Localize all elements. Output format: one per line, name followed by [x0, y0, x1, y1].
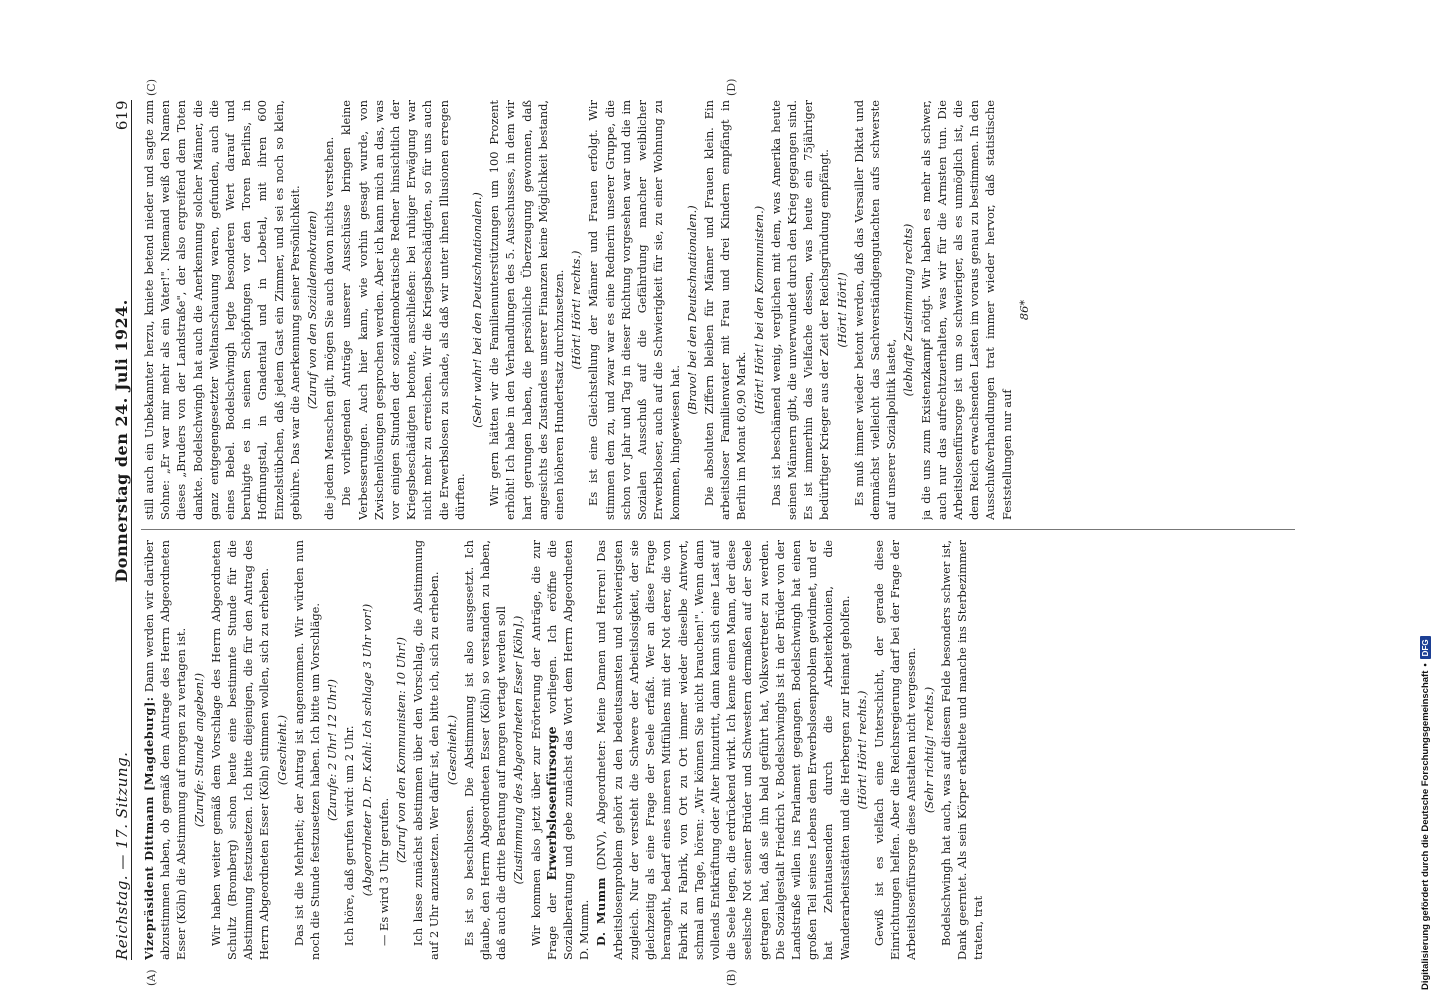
column-divider — [141, 529, 1295, 530]
margin-mark-d: (D) — [725, 78, 738, 96]
paragraph: still auch ein Unbekannter herzu, kniete betend nieder und sagte zum Sohne: „Er war mir mehr als ein Vater!". Niemand weiß den Namen dieses „Bruders von der Landstraße", der also ergreifend dem Toten dankte. Bodelschwingh hat auch die Anerkennung solcher Männer, die ganz entgegengesetzter Weltanschauung waren, gefunden, auch die eines Bebel. Bodelschwingh legte besonderen Wert darauf und beruhigte es in seinen Schöpfungen vor den Toren Berlins, in Hoffnungstal, in Gnadental und in Lobetal, mit ihren 600 Einzelstübchen, daß jedem Gast ein Zimmer, und sei es noch so klein, gebühre. Das war die Anerkennung seiner Persönlichkeit. — [142, 100, 302, 520]
interjection: (Abgeordneter D. Dr. Kahl: Ich schlage 3 Uhr vor!) — [359, 603, 374, 897]
margin-mark-c: (C) — [145, 79, 158, 96]
paragraph: Das ist beschämend wenig, verglichen mit dem, was Amerika heute seinen Männern gibt, die unverwundet durch den Krieg gegangen sind. Es ist immerhin das Vielfache dessen, was heute ein 75jähriger bedürftiger Krieger aus der Zeit der Reichsgründung empfängt. — [768, 100, 832, 520]
paragraph: die jedem Menschen gilt, mögen Sie auch davon nichts verstehen. — [322, 136, 337, 520]
paragraph-text: (DNV), Abgeordneter: Meine Damen und Herren! Das Arbeitslosenproblem gehört zu den bedeutsamsten und schwierigsten zugleich. Nur der versteht die Schwere der Arbeitslosigkeit, der sie gleichzeitig als eine Frage der Seele erfaßt. Wer an diese Frage herangeht, bedarf eines inneren Mitfühlens mit der Not derer, die von Fabrik zu Fabrik, von Ort zu Ort immer wieder dieselbe Antwort, schmal am Tage, hören: „Wir können Sie nicht brauchen!". Wenn dann vollends Entkräftung oder Alter hinzutritt, dann kann sich eine Last auf die Seele legen, die erdrückend wirkt. Ich kenne einen Mann, der diese seelische Not seiner Brüder und Schwestern dermaßen auf der Seele getragen hat, daß sie ihn bald geführt hat, Volksvertreter zu werden. Die Sozialgestalt Friedrich v. Bodelschwinghs ist in der Brüder von der Landstraße willen ins Parlament gegangen. Bodelschwingh hat einen großen Teil seines Lebens dem Erwerbslosenproblem gewidmet, und er hat Zehntausenden durch die Arbeiterkolonien, die Wanderarbeitsstätten und die Herbergen zur Heimat geholfen. — [594, 540, 852, 960]
paragraph — [141, 540, 190, 960]
paragraph: Bodelschwingh hat auch, was auf diesem Felde besonders schwer ist, Dank geerntet. Als sein Körper erkaltete und manche ins Sterbezimmer traten, trat — [938, 540, 986, 960]
topic-heading: Erwerbslosenfürsorge — [543, 726, 559, 881]
paragraph-text: vorliegen. Ich eröffne die Sozialberatung und gebe zunächst das Wort dem Herrn Abgeordneten D. Mumm. — [544, 540, 592, 960]
credit-text: Digitalisierung gefördert durch die Deutsche Forschungsgemeinschaft — [1420, 670, 1431, 990]
interjection: (lebhafte Zustimmung rechts) — [901, 223, 916, 397]
interjection: (Zustimmung des Abgeordneten Esser [Köln].) — [511, 615, 526, 885]
credit-separator: • — [1420, 663, 1431, 667]
interjection: (Zurufe: 2 Uhr! 12 Uhr!) — [325, 679, 340, 821]
running-head-date: Donnerstag den 24. Juli 1924. — [112, 299, 131, 583]
interjection: (Geschieht.) — [444, 714, 459, 786]
interjection: (Hört! Hört! rechts.) — [569, 250, 584, 370]
right-column — [141, 100, 1295, 520]
paragraph: — Es wird 3 Uhr gerufen. — [376, 797, 391, 946]
interjection: (Hört! Hört! bei den Kommunisten.) — [751, 205, 766, 415]
rotated-document-page — [105, 78, 1295, 986]
paragraph: Es ist so beschlossen. Die Abstimmung ist also ausgesetzt. Ich glaube, den Herrn Abgeordneten Esser (Köln) so verstanden zu haben, daß auch die dritte Beratung auf morgen vertagt werden soll — [461, 540, 509, 960]
paragraph: Es ist eine Gleichstellung der Männer und Frauen erfolgt. Wir stimmen dem zu, und zwar war es eine Rednerin unserer Gruppe, die schon vor Jahr und Tag in dieser Richtung vorgesehen war und die im Sozialen Ausschuß auf die Gefährdung mancher weiblicher Erwerbsloser, auch auf die Schwierigkeit für sie, zu einer Wohnung zu kommen, hingewiesen hat. — [586, 100, 682, 520]
paragraph: Das ist die Mehrheit; der Antrag ist angenommen. Wir würden nun noch die Stunde festzusetzen haben. Ich bitte um Vorschläge. — [291, 540, 323, 960]
left-column — [141, 540, 1295, 960]
paragraph-text: Wir kommen also jetzt über zur Erörterung der Anträge, die zur Frage der — [528, 540, 559, 960]
paragraph: ja die uns zum Existenzkampf nötigt. Wir haben es mehr als schwer, auch nur das aufrechtzuerhalten, was wir für die Armsten tun. Die Arbeitslosenfürsorge ist um so schwieriger, als es unmöglich ist, die dem Reich erwachsenden Lasten im voraus genau zu bestimmen. In den Ausschußverhandlungen trat immer wieder hervor, daß statistische Feststellungen nur auf — [918, 100, 1014, 520]
margin-mark-b: (B) — [725, 969, 738, 986]
interjection: (Sehr richtig! rechts.) — [921, 686, 936, 814]
paragraph: Ich lasse zunächst abstimmen über den Vorschlag, die Abstimmung auf 2 Uhr anzusetzen. Wer dafür ist, den bitte ich, sich zu erheben. — [411, 540, 442, 960]
paragraph: Wir haben weiter gemäß dem Vorschlage des Herrn Abgeordneten Schultz (Bromberg) schon heute eine bestimmte Stunde für die Abstimmung festzusetzen. Ich bitte diejenigen, die für den Antrag des Herrn Abgeordneten Esser (Köln) stimmen wollen, sich zu erheben. — [208, 540, 272, 960]
interjection: (Zurufe: Stunde angeben!) — [191, 672, 206, 828]
paragraph: Die absoluten Ziffern bleiben für Männer und Frauen klein. Ein arbeitsloser Familienvater mit Frau und drei Kindern empfängt in Berlin im Monat 60,90 Mark. — [701, 100, 749, 520]
paragraph — [593, 540, 852, 960]
paragraph — [528, 540, 593, 960]
paragraph-text: Dann werden wir darüber abzustimmen haben, ob gemäß dem Antrage des Herrn Abgeordneten Esser (Köln) die Abstimmung auf morgen zu vertagen ist. — [142, 540, 189, 960]
digitization-credit — [1420, 636, 1431, 990]
running-head — [105, 100, 132, 960]
paragraph: Es muß immer wieder betont werden, daß das Versailler Diktat und demnächst vielleicht das Sachverständigengutachten aufs schwerste auf unserer Sozialpolitik lastet, — [851, 100, 899, 520]
signature-mark: 86* — [1016, 299, 1031, 321]
paragraph: Wir gern hätten wir die Familienunterstützungen um 100 Prozent erhöht! Ich habe in den Verhandlungen des 5. Ausschusses, in dem wir hart gerungen haben, die persönliche Überzeugung gewonnen, daß angesichts des Zustandes unserer Finanzen keine Möglichkeit bestand, einen höheren Hundertsatz durchzusetzen. — [487, 100, 567, 520]
margin-mark-a: (A) — [145, 969, 158, 986]
paragraph: Gewiß ist es vielfach eine Unterschicht, der gerade diese Einrichtungen helfen. Aber die Reichsregierung darf bei der Frage der Arbeitslosenfürsorge diese Anstalten nicht vergessen. — [871, 540, 919, 960]
page-number: 619 — [113, 100, 131, 131]
interjection: (Sehr wahr! bei den Deutschnationalen.) — [470, 192, 485, 428]
interjection: (Zuruf von den Sozialdemokraten) — [305, 210, 320, 410]
interjection: (Bravo! bei den Deutschnationalen.) — [684, 205, 699, 415]
interjection: (Zuruf von den Kommunisten: 10 Uhr!) — [394, 637, 409, 864]
interjection: (Hört! Hört!) — [834, 272, 849, 348]
running-head-session: Reichstag. — 17. Sitzung. — [113, 751, 131, 960]
paragraph: Ich höre, daß gerufen wird: um 2 Uhr. — [342, 725, 357, 946]
paragraph: Die vorliegenden Anträge unserer Ausschüsse bringen kleine Verbesserungen. Auch hier kann, wie vorhin gesagt wurde, von Zwischenlösungen gesprochen werden. Aber ich kann mich an das, was vor einigen Stunden der sozialdemokratische Redner hinsichtlich der Kriegsbeschädigten betonte, anschließen: bei ruhiger Erwägung war nicht mehr zu erreichen. Wir die Kriegsbeschädigten, so für uns auch die Erwerbslosen zu schade, als daß wir unter ihnen Illusionen erregen dürften. — [339, 100, 467, 520]
interjection: (Geschieht.) — [274, 714, 289, 786]
dfg-logo: DFG — [1420, 636, 1431, 659]
interjection: (Hört! Hört! rechts.) — [854, 690, 869, 810]
speaker-name: Vizepräsident Dittmann [Magdeburg]: — [142, 696, 156, 960]
speaker-name: D. Mumm — [594, 877, 609, 946]
